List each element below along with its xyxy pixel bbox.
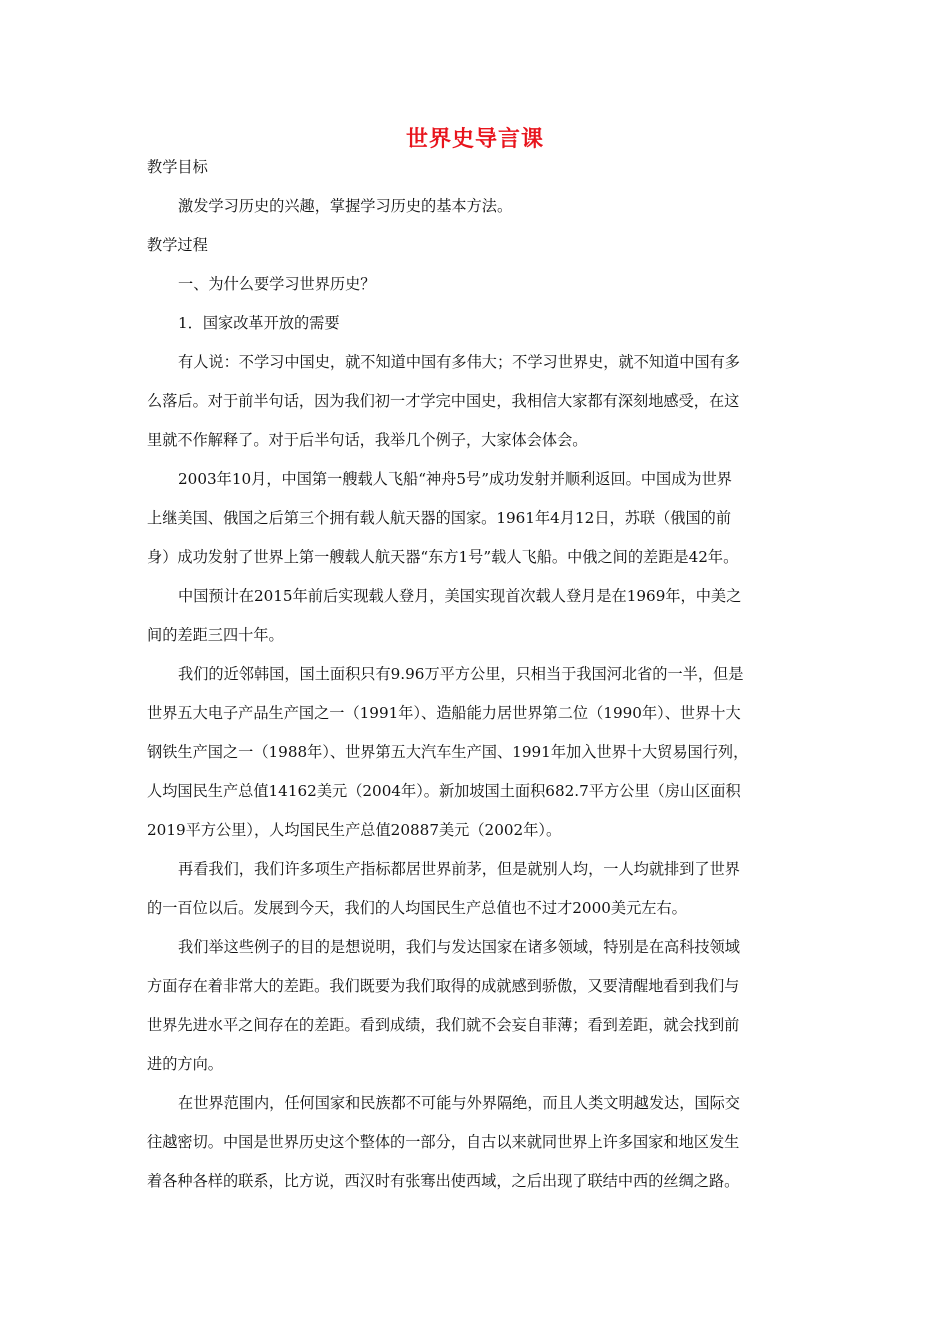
text-line: 我们的近邻韩国，国土面积只有9.96万平方公里，只相当于我国河北省的一半，但是: [178, 665, 744, 683]
text-line: 1．国家改革开放的需要: [178, 314, 340, 332]
text-line: 教学目标: [147, 158, 208, 176]
text-line: 2019平方公里），人均国民生产总值20887美元（2002年）。: [147, 821, 562, 839]
text-line: 方面存在着非常大的差距。我们既要为我们取得的成就感到骄傲，又要清醒地看到我们与: [147, 977, 740, 995]
text-line: 教学过程: [147, 236, 208, 254]
text-line: 中国预计在2015年前后实现载人登月，美国实现首次载人登月是在1969年，中美之: [178, 587, 742, 605]
text-line: 着各种各样的联系，比方说，西汉时有张骞出使西域，之后出现了联结中西的丝绸之路。: [147, 1172, 740, 1190]
text-line: 上继美国、俄国之后第三个拥有载人航天器的国家。1961年4月12日，苏联（俄国的前: [147, 509, 732, 527]
text-line: 的一百位以后。发展到今天，我们的人均国民生产总值也不过才2000美元左右。: [147, 899, 687, 917]
text-line: 钢铁生产国之一（1988年）、世界第五大汽车生产国、1991年加入世界十大贸易国行列，: [147, 743, 749, 761]
text-line: 有人说：不学习中国史，就不知道中国有多伟大；不学习世界史，就不知道中国有多: [178, 353, 740, 371]
text-line: 身）成功发射了世界上第一艘载人航天器“东方1号”载人飞船。中俄之间的差距是42年。: [147, 548, 739, 566]
text-line: 世界五大电子产品生产国之一（1991年）、造船能力居世界第二位（1990年）、世界十大: [147, 704, 741, 722]
text-line: 再看我们，我们许多项生产指标都居世界前茅，但是就别人均，一人均就排到了世界: [178, 860, 740, 878]
text-line: 么落后。对于前半句话，因为我们初一才学完中国史，我相信大家都有深刻地感受，在这: [147, 392, 740, 410]
text-line: 一、为什么要学习世界历史？: [178, 275, 376, 293]
text-line: 激发学习历史的兴趣，掌握学习历史的基本方法。: [178, 197, 513, 215]
text-line: 人均国民生产总值14162美元（2004年）。新加坡国土面积682.7平方公里（房山区面积: [147, 782, 741, 800]
document-title: 世界史导言课: [405, 126, 544, 152]
text-line: 里就不作解释了。对于后半句话，我举几个例子，大家体会体会。: [147, 431, 588, 449]
document-body: [147, 148, 807, 1201]
text-line: 我们举这些例子的目的是想说明，我们与发达国家在诸多领域，特别是在高科技领域: [178, 938, 740, 956]
text-line: 在世界范围内，任何国家和民族都不可能与外界隔绝，而且人类文明越发达，国际交: [178, 1094, 740, 1112]
text-line: 进的方向。: [147, 1055, 223, 1073]
text-line: 2003年10月，中国第一艘载人飞船“神舟5号”成功发射并顺利返回。中国成为世界: [178, 470, 732, 488]
text-line: 世界先进水平之间存在的差距。看到成绩，我们就不会妄自菲薄；看到差距，就会找到前: [147, 1016, 740, 1034]
text-line: 间的差距三四十年。: [147, 626, 284, 644]
text-line: 往越密切。中国是世界历史这个整体的一部分，自古以来就同世界上许多国家和地区发生: [147, 1133, 740, 1151]
